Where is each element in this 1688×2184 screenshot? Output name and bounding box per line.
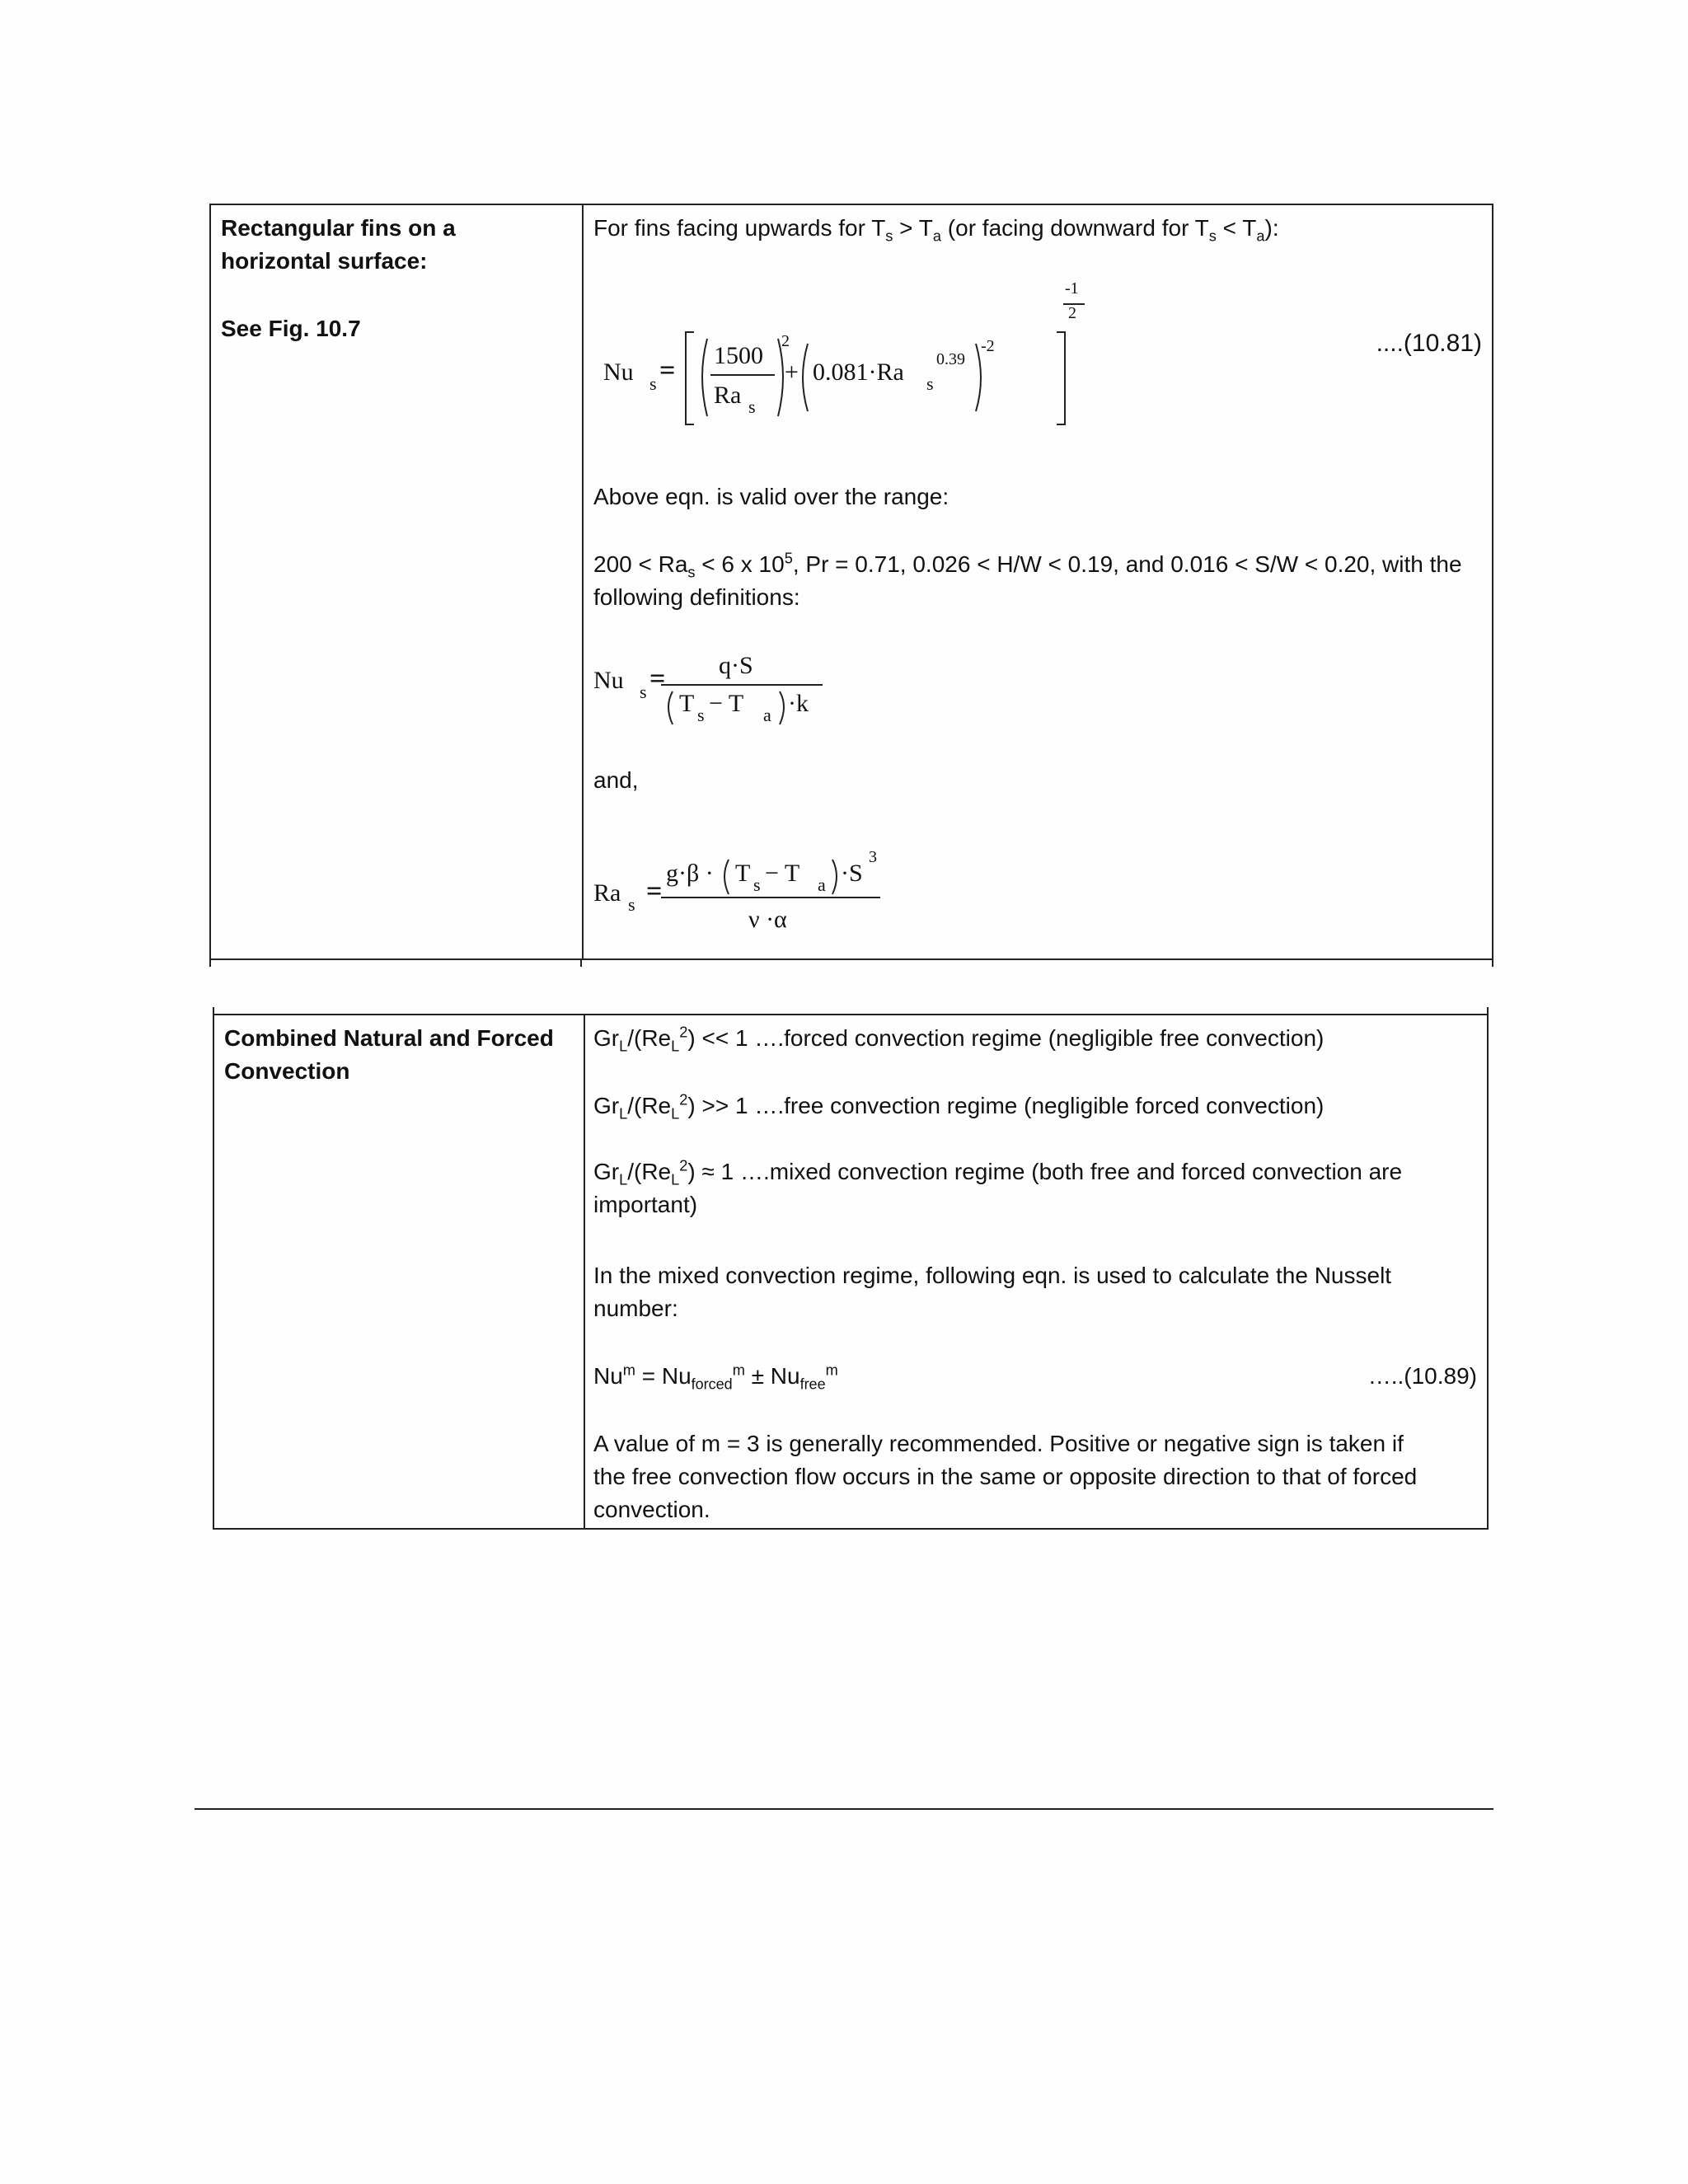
- convection-label-line1: Combined Natural and Forced: [224, 1025, 554, 1051]
- note-line1: A value of m = 3 is generally recommended. Positive or negative sign is taken if: [593, 1431, 1404, 1456]
- eq3-den: ν ·α: [748, 906, 787, 933]
- eq1-den-ra: Ra: [714, 382, 742, 409]
- mixed-regime-line2: number:: [593, 1296, 678, 1321]
- convection-label-cell: [214, 1015, 585, 1528]
- table1-bottom-tick-right: [1492, 958, 1493, 967]
- eq1-den-s: s: [748, 396, 756, 417]
- eq3-num-minus: − T: [765, 860, 800, 887]
- range-line2: following definitions:: [593, 584, 800, 610]
- eq3-equals: =: [646, 876, 663, 907]
- eq1-num-1500: 1500: [714, 342, 763, 369]
- eq2-nu: Nu: [593, 667, 624, 694]
- eq3-num-s: s: [753, 874, 761, 895]
- table1-bottom-tick-left: [209, 958, 211, 967]
- table1-bottom-tick-mid: [580, 958, 582, 967]
- fins-label-line2: horizontal surface:: [221, 248, 428, 274]
- eq2-den-k: ·k: [788, 690, 809, 717]
- regime-free: $Gr_L/(Re_L^2) >> 1$ ….free convection regime (negligible forced convection): [593, 1091, 1325, 1122]
- convection-content-cell: [585, 1015, 1487, 1528]
- equation-rayleigh-def: [584, 848, 913, 947]
- regime-mixed: $Gr_L/(Re_L^2) \approx 1$ ….mixed convection regime (both free and forced convection are: [593, 1157, 1403, 1188]
- eq3-num-asub: a: [818, 874, 826, 895]
- eq2-sub-s: s: [640, 682, 647, 702]
- eq-label-10-89: …..(10.89): [1367, 1363, 1477, 1389]
- eq1-exp-039: 0.39: [936, 350, 965, 368]
- fins-content-cell: [584, 205, 1492, 958]
- eq3-sub-s: s: [628, 894, 635, 915]
- and-text: and,: [593, 767, 639, 793]
- equation-10-81: [584, 279, 1490, 436]
- eq2-den-a: a: [763, 705, 771, 725]
- eq3-num-S: ·S: [841, 860, 863, 887]
- convection-label-line2: Convection: [224, 1058, 350, 1084]
- eq1-exp-neg2: -2: [981, 337, 995, 355]
- eq3-ra: Ra: [593, 879, 621, 907]
- fins-label-cell: [211, 205, 584, 958]
- valid-range-text: Above eqn. is valid over the range:: [593, 484, 950, 509]
- regime-mixed-line2: important): [593, 1192, 698, 1217]
- eq2-den-t: T: [679, 690, 695, 717]
- regime-forced: $Gr_L/(Re_L^2) << 1$ ….forced convection regime (negligible free convection): [593, 1024, 1325, 1055]
- range-line1: $200 < Ra_s < 6$ x $10^5$, Pr = 0.71, 0.026 < H/W < 0.19, and 0.016 < S/W < 0.20, with the: [593, 550, 1462, 581]
- eq1-exp-2: 2: [781, 332, 790, 350]
- eq1-outer-num: -1: [1065, 279, 1079, 298]
- equation-nusselt-def: [584, 642, 913, 733]
- eq1-nu: Nu: [603, 359, 634, 386]
- fins-label-line1: Rectangular fins on a: [221, 215, 456, 241]
- eq1-equals: =: [659, 355, 676, 386]
- convection-table: [213, 1014, 1489, 1530]
- eq1-sub-s: s: [649, 373, 657, 394]
- equation-10-89: $Nu^m = Nu_{forced}^m \pm Nu_{free}^m$: [593, 1361, 838, 1393]
- see-fig-ref: See Fig. 10.7: [221, 316, 361, 341]
- fins-intro-text: For fins facing upwards for $T_s > T_a$ (or facing downward for $T_s < T_a$):: [593, 215, 1279, 245]
- eq1-outer-den: 2: [1068, 304, 1076, 322]
- note-line3: convection.: [593, 1497, 710, 1522]
- eq-label-10-81: ....(10.81): [1376, 330, 1482, 357]
- eq1-coef: 0.081·Ra: [813, 359, 904, 386]
- eq1-plus: +: [785, 359, 799, 386]
- eq2-den-s: s: [697, 705, 705, 725]
- fins-table: [209, 204, 1493, 960]
- eq2-num: q·S: [719, 652, 753, 679]
- eq2-equals: =: [649, 663, 666, 694]
- note-line2: the free convection flow occurs in the same or opposite direction to that of forced: [593, 1464, 1418, 1489]
- eq3-num-t: T: [735, 860, 751, 887]
- eq3-num-a: g·β ·: [666, 860, 714, 887]
- eq3-num-exp: 3: [869, 848, 877, 866]
- eq2-den-minus: − T: [709, 690, 744, 717]
- footer-rule: [195, 1808, 1493, 1810]
- mixed-regime-line1: In the mixed convection regime, following eqn. is used to calculate the Nusselt: [593, 1263, 1392, 1288]
- eq1-coef-s: s: [926, 373, 934, 394]
